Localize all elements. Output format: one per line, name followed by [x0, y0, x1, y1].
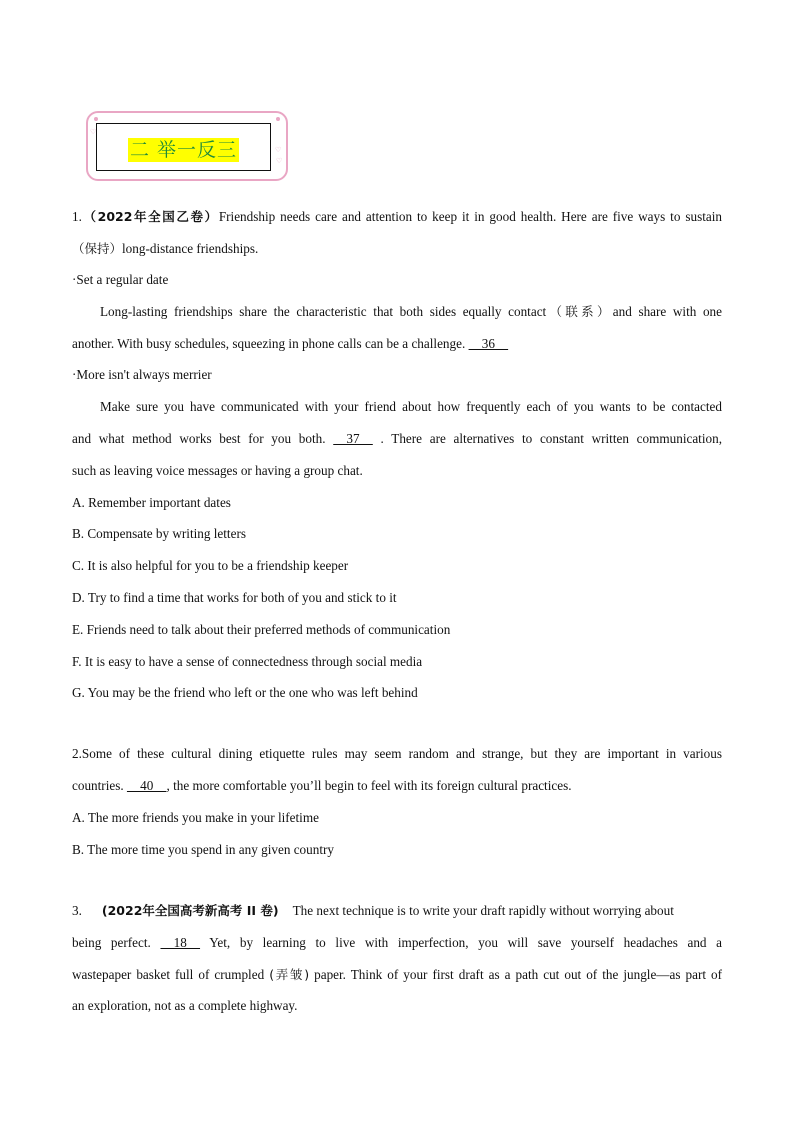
answer-blank-40[interactable]: 40	[126, 778, 167, 793]
q1-para1-line-2: another. With busy schedules, squeezing in phone calls can be a challenge. 36	[72, 336, 509, 351]
q1-option-g: G. You may be the friend who left or the one who was left behind	[72, 685, 418, 700]
answer-blank-36[interactable]: 36	[468, 336, 509, 351]
q1-para2-line-2: and what method works best for you both. 37 . There are alternatives to constant written communication,	[72, 431, 722, 446]
heart-icon: ♡	[276, 157, 283, 165]
q2-option-b: B. The more time you spend in any given country	[72, 842, 334, 857]
q1-option-e: E. Friends need to talk about their preferred methods of communication	[72, 622, 451, 637]
heart-icon: ♡	[90, 128, 97, 136]
section-title: 二 举一反三	[130, 139, 238, 161]
q1-option-b: B. Compensate by writing letters	[72, 526, 246, 541]
answer-blank-18[interactable]: 18	[160, 935, 201, 950]
q3-line-2: being perfect. 18 Yet, by learning to live with imperfection, you will save yourself headaches and a	[72, 935, 723, 950]
answer-blank-37[interactable]: 37	[333, 431, 373, 446]
q1-para2-line-1: Make sure you have communicated with your friend about how frequently each of you wants to be contacted	[100, 399, 722, 414]
q1-option-a: A. Remember important dates	[72, 495, 231, 510]
q1-intro-line-2: （保持）long-distance friendships.	[72, 241, 259, 256]
q1-option-c: C. It is also helpful for you to be a friendship keeper	[72, 558, 349, 573]
q2-line-2: countries. 40 , the more comfortable you’ll begin to feel with its foreign cultural practices.	[72, 778, 572, 793]
q2-line-1: 2.Some of these cultural dining etiquette rules may seem random and strange, but they are important in various	[72, 746, 722, 761]
q1-intro-line-1: 1.（2022年全国乙卷）Friendship needs care and attention to keep it in good health. Here are five ways to sustain	[72, 209, 722, 224]
q1-option-d: D. Try to find a time that works for both of you and stick to it	[72, 590, 397, 605]
decorative-dot	[276, 117, 280, 121]
q1-para2-line-3: such as leaving voice messages or having a group chat.	[72, 463, 363, 478]
q3-line-4: an exploration, not as a complete highway.	[72, 998, 298, 1013]
q1-heading-2: ·More isn't always merrier	[72, 367, 212, 382]
q3-line-1: 3. (2022年全国高考新高考 II 卷) The next technique is to write your draft rapidly without worrying about	[72, 903, 674, 918]
heart-icon: ♡	[275, 146, 282, 154]
q3-source: (2022年全国高考新高考 II 卷)	[101, 903, 279, 918]
q1-source: （2022年全国乙卷）	[81, 209, 219, 224]
q1-option-f: F. It is easy to have a sense of connectedness through social media	[72, 654, 423, 669]
q2-option-a: A. The more friends you make in your lifetime	[72, 810, 319, 825]
q3-line-3: wastepaper basket full of crumpled (弄皱) paper. Think of your first draft as a path cut out of the jungle—as part of	[72, 967, 722, 982]
q1-para1-line-1: Long-lasting friendships share the characteristic that both sides equally contact（联系）and share with one	[100, 304, 722, 319]
decorative-dot	[94, 117, 98, 121]
q1-heading-1: ·Set a regular date	[72, 272, 169, 287]
